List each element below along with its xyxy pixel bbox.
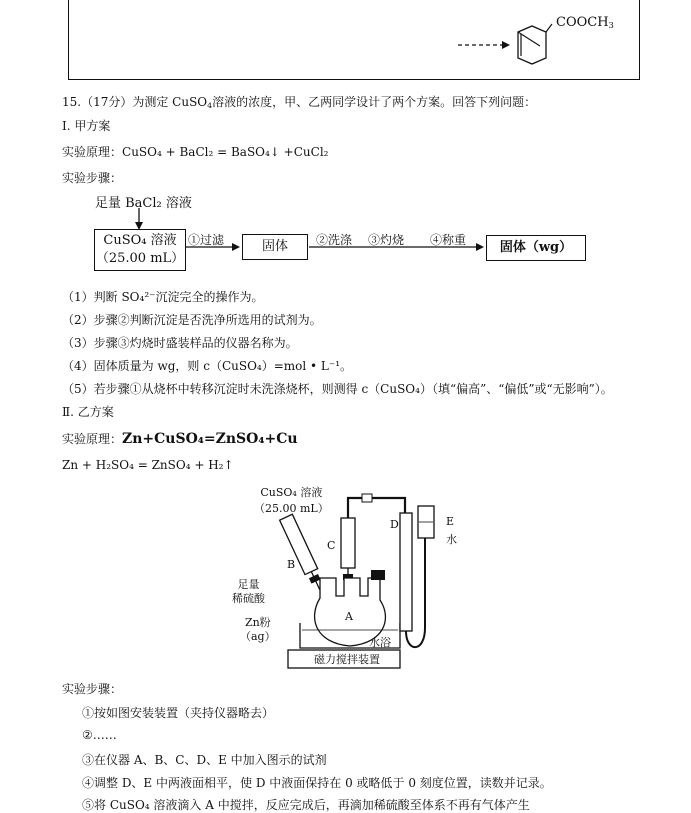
sub-question-4: （4）固体质量为 wg，则 c（CuSO₄）=mol • L⁻¹。: [62, 359, 353, 373]
apparatus-water-bath-label: 水浴: [369, 636, 391, 649]
step2-item-2: ②……: [82, 728, 117, 742]
flow-box-cuso4: CuSO₄ 溶液 （25.00 mL）: [94, 229, 186, 271]
sub-question-2: （2）步骤②判断沉淀是否洗净所选用的试剂为。: [62, 313, 322, 327]
step2-item-5: ⑤将 CuSO₄ 溶液滴入 A 中搅拌，反应完成后，再滴加稀硫酸至体系不再有气体产生: [82, 798, 530, 812]
apparatus-stirrer-label: 磁力搅拌装置: [314, 653, 380, 666]
apparatus-cuso4-label: CuSO₄ 溶液 （25.00 mL）: [254, 486, 329, 515]
flow-box-result: 固体（wg）: [486, 235, 586, 261]
apparatus-label-D: D: [390, 518, 399, 531]
sub-question-5: （5）若步骤①从烧杯中转移沉淀时未洗涤烧杯，则测得 c（CuSO₄）（填“偏高”、“偏低”或“无影响”）。: [62, 382, 613, 396]
steps-label-2: 实验步骤：: [62, 682, 123, 696]
flow-reagent-label: 足量 BaCl₂ 溶液: [95, 196, 192, 211]
dropping-funnel-B: [280, 514, 326, 592]
ester-formula: $COOCH_3$: [556, 15, 614, 31]
principle3: Zn + H₂SO₄ = ZnSO₄ + H₂↑: [62, 458, 234, 472]
step2-item-3: ③在仪器 A、B、C、D、E 中加入图示的试剂: [82, 753, 327, 767]
flow-step-burn: ③灼烧: [368, 233, 405, 247]
steps-label-1: 实验步骤：: [62, 171, 123, 185]
apparatus-label-B: B: [287, 558, 296, 571]
dropping-funnel-C: [341, 518, 355, 568]
part1-title: Ⅰ. 甲方案: [62, 119, 111, 133]
flow-step-filter: ①过滤: [188, 233, 225, 247]
apparatus-label-C: C: [327, 539, 336, 552]
principle1: 实验原理：CuSO₄ + BaCl₂ = BaSO₄↓ +CuCl₂: [62, 145, 329, 159]
question-intro: 15.（17分）为测定 CuSO$_4$溶液的浓度，甲、乙两同学设计了两个方案。回答下列问题：: [62, 95, 537, 110]
sub-question-3: （3）步骤③灼烧时盛装样品的仪器名称为。: [62, 336, 298, 350]
flow-step-wash: ②洗涤: [316, 233, 353, 247]
burette-D: [400, 513, 412, 631]
apparatus-acid-label: 足量 稀硫酸: [232, 578, 265, 606]
part2-title: Ⅱ. 乙方案: [62, 405, 114, 419]
flow-step-weigh: ④称重: [430, 233, 467, 247]
apparatus-label-E: E: [446, 515, 455, 528]
principle2: 实验原理：Zn+CuSO₄=ZnSO₄+Cu: [62, 431, 298, 447]
flow-box-solid: 固体: [242, 234, 308, 260]
step2-item-4: ④调整 D、E 中两液面相平，使 D 中液面保持在 0 或略低于 0 刻度位置，读数并记录。: [82, 776, 552, 790]
step2-item-1: ①按如图安装装置（夹持仪器略去）: [82, 706, 275, 720]
apparatus-label-water: 水: [446, 533, 457, 546]
apparatus-zn-label: Zn粉 （ag）: [240, 616, 276, 644]
sub-question-1: （1）判断 SO₄²⁻沉淀完全的操作为。: [62, 290, 264, 304]
apparatus-label-A: A: [345, 610, 353, 623]
